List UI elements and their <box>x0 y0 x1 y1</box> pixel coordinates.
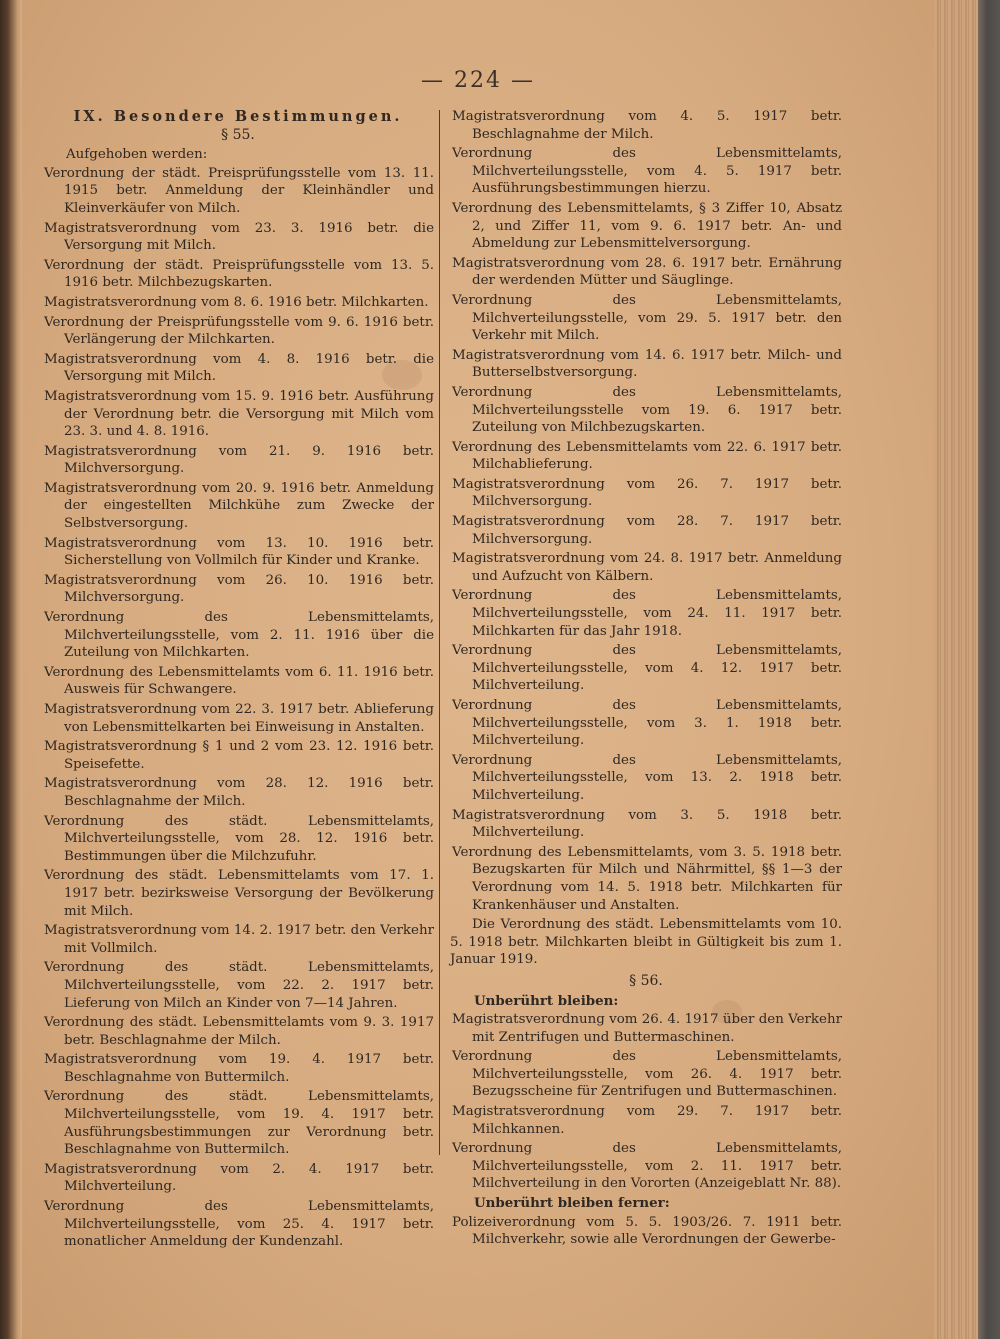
list-item: Verordnung des Lebensmittelamts, § 3 Ziffer 10, Absatz 2, und Ziffer 11, vom 9. 6. 1917 betr. An- und Abmeldung zur Lebensmittelversorgung. <box>452 200 842 252</box>
list-item: Verordnung des Lebensmittelamts, Milchverteilungsstelle, vom 2. 11. 1916 über die Zuteilung von Milchkarten. <box>44 610 434 661</box>
list-item: Verordnung des Lebensmittelamts, Milchverteilungsstelle, vom 4. 5. 1917 betr. Ausführungsbestimmungen hierzu. <box>452 146 842 197</box>
list-item: Verordnung des Lebensmittelamts, Milchverteilungsstelle, vom 29. 5. 1917 betr. den Verkehr mit Milch. <box>452 292 842 344</box>
list-item: Magistratsverordnung vom 8. 6. 1916 betr. Milchkarten. <box>44 294 429 310</box>
document-page <box>22 0 934 1339</box>
list-item: Verordnung des Lebensmittelamts, Milchverteilungsstelle, vom 4. 12. 1917 betr. Milchverteilung. <box>452 643 842 694</box>
paragraph-mark: § 55. <box>221 126 255 143</box>
list-item: Verordnung des Lebensmittelamts, Milchverteilungsstelle, vom 3. 1. 1918 betr. Milchverteilung. <box>452 698 842 749</box>
list-item: Verordnung des Lebensmittelamts, Milchverteilungsstelle, vom 26. 4. 1917 betr. Bezugsscheine für Zentrifugen und Buttermaschinen. <box>452 1049 842 1100</box>
list-item: Verordnung des städt. Lebensmittelamts, Milchverteilungsstelle, vom 22. 2. 1917 betr. Lieferung von Milch an Kinder von 7—14 Jahren. <box>44 960 434 1011</box>
list-item: Magistratsverordnung vom 19. 4. 1917 betr. Beschlagnahme von Buttermilch. <box>44 1052 434 1085</box>
list-item: Magistratsverordnung vom 26. 4. 1917 über den Verkehr mit Zentrifugen und Buttermaschinen. <box>452 1012 842 1045</box>
list-item: Verordnung der städt. Preisprüfungsstelle vom 13. 11. 1915 betr. Anmeldung der Kleinhändler und Kleinverkäufer von Milch. <box>44 165 434 216</box>
list-item: Magistratsverordnung vom 22. 3. 1917 betr. Ablieferung von Lebensmittelkarten bei Einweisung in Anstalten. <box>44 702 434 735</box>
section-intro: Aufgehoben werden: <box>66 147 208 163</box>
list-item: Magistratsverordnung vom 21. 9. 1916 betr. Milchversorgung. <box>44 443 434 477</box>
section-intro-secondary: Unberührt bleiben ferner: <box>474 1195 670 1212</box>
list-item: Verordnung des städt. Lebensmittelamts vom 17. 1. 1917 betr. bezirksweise Versorgung der Bevölkerung mit Milch. <box>44 868 434 919</box>
list-item: Verordnung des städt. Lebensmittelamts, Milchverteilungsstelle, vom 28. 12. 1916 betr. Bestimmungen über die Milchzufuhr. <box>44 813 434 864</box>
section-intro: Unberührt bleiben: <box>474 992 619 1009</box>
list-item: Magistratsverordnung vom 14. 2. 1917 betr. den Verkehr mit Vollmilch. <box>44 923 434 956</box>
list-item: Magistratsverordnung vom 24. 8. 1917 betr. Anmeldung und Aufzucht von Kälbern. <box>452 551 842 584</box>
right-column <box>450 108 842 1251</box>
paragraph-mark: § 56. <box>629 972 663 989</box>
list-item: Verordnung des städt. Lebensmittelamts vom 9. 3. 1917 betr. Beschlagnahme der Milch. <box>44 1015 434 1048</box>
list-item: Magistratsverordnung vom 20. 9. 1916 betr. Anmeldung der eingestellten Milchkühe zum Zwecke der Selbstversorgung. <box>44 480 434 532</box>
list-item: Verordnung der Preisprüfungsstelle vom 9. 6. 1916 betr. Verlängerung der Milchkarten. <box>44 314 434 348</box>
list-item: Magistratsverordnung vom 14. 6. 1917 betr. Milch- und Butterselbstversorgung. <box>452 347 842 381</box>
page-edges <box>934 0 1000 1339</box>
list-item: Verordnung des Lebensmittelamts, Milchverteilungsstelle, vom 13. 2. 1918 betr. Milchverteilung. <box>452 752 842 803</box>
list-item: Magistratsverordnung vom 4. 5. 1917 betr. Beschlagnahme der Milch. <box>452 109 842 142</box>
list-item: Magistratsverordnung vom 26. 10. 1916 betr. Milchversorgung. <box>44 572 434 606</box>
section-title: IX. Besondere Bestimmungen. <box>73 108 403 125</box>
list-item: Verordnung der städt. Preisprüfungsstelle vom 13. 5. 1916 betr. Milchbezugskarten. <box>44 257 434 291</box>
entry-list <box>450 1011 842 1193</box>
list-item: Magistratsverordnung vom 15. 9. 1916 betr. Ausführung der Verordnung betr. die Versorgung mit Milch vom 23. 3. und 4. 8. 1916. <box>44 388 434 440</box>
list-item: Magistratsverordnung vom 23. 3. 1916 betr. die Versorgung mit Milch. <box>44 220 434 254</box>
list-item: Verordnung des städt. Lebensmittelamts, Milchverteilungsstelle, vom 19. 4. 1917 betr. Ausführungsbestimmungen zur Verordnung betr. Beschlagnahme von Buttermilch. <box>44 1089 434 1158</box>
list-item: Verordnung des Lebensmittelamts vom 22. 6. 1917 betr. Milchablieferung. <box>452 439 842 473</box>
list-item: Verordnung des Lebensmittelamts, Milchverteilungsstelle, vom 24. 11. 1917 betr. Milchkarten für das Jahr 1918. <box>452 588 842 639</box>
list-item: Magistratsverordnung vom 28. 12. 1916 betr. Beschlagnahme der Milch. <box>44 776 434 809</box>
list-item: Verordnung des Lebensmittelamts, vom 3. 5. 1918 betr. Bezugskarten für Milch und Nährmittel, §§ 1—3 der Verordnung vom 14. 5. 1918 betr. Milchkarten für Krankenhäuser und Anstalten. <box>452 844 842 913</box>
list-item: Magistratsverordnung vom 28. 7. 1917 betr. Milchversorgung. <box>452 514 842 547</box>
list-item: Verordnung des Lebensmittelamts, Milchverteilungsstelle, vom 25. 4. 1917 betr. monatlicher Anmeldung der Kundenzahl. <box>44 1199 434 1250</box>
list-item: Magistratsverordnung vom 2. 4. 1917 betr. Milchverteilung. <box>44 1161 434 1195</box>
list-item: Magistratsverordnung vom 29. 7. 1917 betr. Milchkannen. <box>452 1104 842 1137</box>
list-item: Verordnung des Lebensmittelamts, Milchverteilungsstelle vom 19. 6. 1917 betr. Zuteilung von Milchbezugskarten. <box>452 384 842 436</box>
book-spine <box>0 0 22 1339</box>
entry-list <box>450 108 842 914</box>
list-item: Magistratsverordnung § 1 und 2 vom 23. 12. 1916 betr. Speisefette. <box>44 739 434 772</box>
left-column <box>42 108 434 1253</box>
entry-list <box>42 165 434 1251</box>
page-number: — 224 — <box>421 68 535 93</box>
list-item: Verordnung des Lebensmittelamts vom 6. 11. 1916 betr. Ausweis für Schwangere. <box>44 664 434 698</box>
list-item: Polizeiverordnung vom 5. 5. 1903/26. 7. 1911 betr. Milchverkehr, sowie alle Verordnungen der Gewerbe- <box>452 1214 842 1248</box>
book-cover <box>978 0 1000 1339</box>
list-item: Magistratsverordnung vom 28. 6. 1917 betr. Ernährung der werdenden Mütter und Säuglinge. <box>452 255 842 289</box>
column-divider <box>439 110 440 1155</box>
list-item: Magistratsverordnung vom 4. 8. 1916 betr. die Versorgung mit Milch. <box>44 351 434 385</box>
list-item: Magistratsverordnung vom 26. 7. 1917 betr. Milchversorgung. <box>452 476 842 510</box>
validity-note: Die Verordnung des städt. Lebensmittelamts vom 10. 5. 1918 betr. Milchkarten bleibt in Gültigkeit bis zum 1. Januar 1919. <box>450 917 842 968</box>
list-item: Verordnung des Lebensmittelamts, Milchverteilungsstelle, vom 2. 11. 1917 betr. Milchverteilung in den Vororten (Anzeigeblatt Nr. 88). <box>452 1141 842 1192</box>
list-item: Magistratsverordnung vom 3. 5. 1918 betr. Milchverteilung. <box>452 807 842 841</box>
list-item: Magistratsverordnung vom 13. 10. 1916 betr. Sicherstellung von Vollmilch für Kinder und Kranke. <box>44 535 434 569</box>
